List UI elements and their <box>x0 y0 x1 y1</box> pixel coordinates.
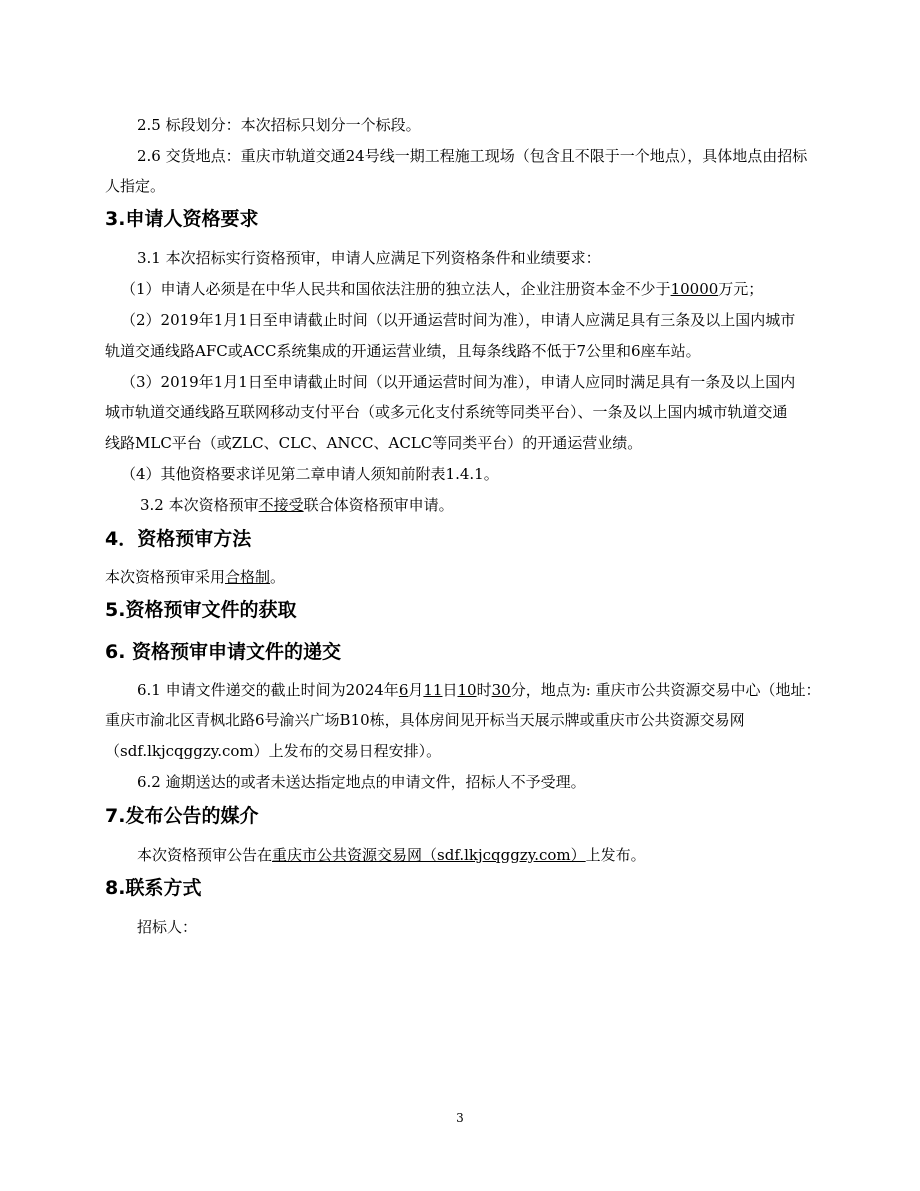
registered-capital-amount: 10000 <box>670 280 719 298</box>
paragraph-7-prefix: 本次资格预审公告在 <box>137 846 273 864</box>
requirement-item-1 <box>121 279 835 299</box>
publication-website: 重庆市公共资源交易网（sdf.lkjcqggzy.com） <box>272 846 586 864</box>
section-4-heading: 4．资格预审方法 <box>105 528 252 550</box>
paragraph-3-2 <box>140 495 835 515</box>
requirement-item-2-line1: （2）2019年1月1日至申请截止时间（以开通运营时间为准），申请人应满足具有三条及以上国内城市 <box>121 311 796 329</box>
deadline-prefix: 6.1 申请文件递交的截止时间为2024年 <box>137 681 399 699</box>
section-3-heading: 3.申请人资格要求 <box>105 208 259 230</box>
deadline-hour: 10 <box>457 681 477 699</box>
deadline-location: 分，地点为: 重庆市公共资源交易中心（地址： <box>510 681 821 699</box>
paragraph-2-5: 2.5 标段划分：本次招标只划分一个标段。 <box>137 116 421 134</box>
paragraph-6-1-line1 <box>137 680 835 700</box>
paragraph-6-1-line2: 重庆市渝北区青枫北路6号渝兴广场B10栋，具体房间见开标当天展示牌或重庆市公共资源交易网 <box>105 711 745 729</box>
page-number: 3 <box>456 1111 464 1125</box>
deadline-day-unit: 日 <box>442 681 458 699</box>
paragraph-2-6-line1: 2.6 交货地点：重庆市轨道交通24号线一期工程施工现场（包含且不限于一个地点），具体地点由招标 <box>137 147 808 165</box>
paragraph-4-method <box>105 567 835 587</box>
requirement-item-1-unit: 万元； <box>718 280 764 298</box>
requirement-item-2-line2: 轨道交通线路AFC或ACC系统集成的开通运营业绩，且每条线路不低于7公里和6座车站。 <box>105 342 701 360</box>
requirement-item-1-text: （1）申请人必须是在中华人民共和国依法注册的独立法人，企业注册资本金不少于 <box>121 280 671 298</box>
paragraph-3-2-prefix: 3.2 本次资格预审 <box>140 496 259 514</box>
paragraph-7-suffix: 上发布。 <box>585 846 646 864</box>
section-5-heading: 5.资格预审文件的获取 <box>105 599 297 621</box>
not-accepted-text: 不接受 <box>258 496 304 514</box>
paragraph-6-1-line3: （sdf.lkjcqggzy.com）上发布的交易日程安排）。 <box>105 742 442 760</box>
section-6-heading: 6. 资格预审申请文件的递交 <box>105 641 342 663</box>
requirement-item-4: （4）其他资格要求详见第二章申请人须知前附表1.4.1。 <box>121 465 499 483</box>
paragraph-4-suffix: 。 <box>270 568 286 586</box>
section-7-heading: 7.发布公告的媒介 <box>105 805 259 827</box>
deadline-month: 6 <box>398 681 409 699</box>
requirement-item-3-line1: （3）2019年1月1日至申请截止时间（以开通运营时间为准），申请人应同时满足具有一条及以上国内 <box>121 373 796 391</box>
paragraph-3-1: 3.1 本次招标实行资格预审，申请人应满足下列资格条件和业绩要求： <box>137 249 601 267</box>
paragraph-3-2-suffix: 联合体资格预审申请。 <box>303 496 454 514</box>
deadline-hour-unit: 时 <box>476 681 492 699</box>
paragraph-2-6-line2: 人指定。 <box>105 177 166 195</box>
deadline-day: 11 <box>423 681 443 699</box>
tenderer-label: 招标人： <box>137 918 198 936</box>
requirement-item-3-line2: 城市轨道交通线路互联网移动支付平台（或多元化支付系统等同类平台）、一条及以上国内城市轨道交通 <box>105 403 788 421</box>
deadline-month-unit: 月 <box>408 681 424 699</box>
requirement-item-3-line3: 线路MLC平台（或ZLC、CLC、ANCC、ACLC等同类平台）的开通运营业绩。 <box>105 434 643 452</box>
paragraph-4-prefix: 本次资格预审采用 <box>105 568 226 586</box>
deadline-minute: 30 <box>491 681 511 699</box>
paragraph-7-media <box>137 845 835 865</box>
qualification-method: 合格制 <box>225 568 271 586</box>
paragraph-6-2: 6.2 逾期送达的或者未送达指定地点的申请文件，招标人不予受理。 <box>137 773 586 791</box>
section-8-heading: 8.联系方式 <box>105 877 202 899</box>
